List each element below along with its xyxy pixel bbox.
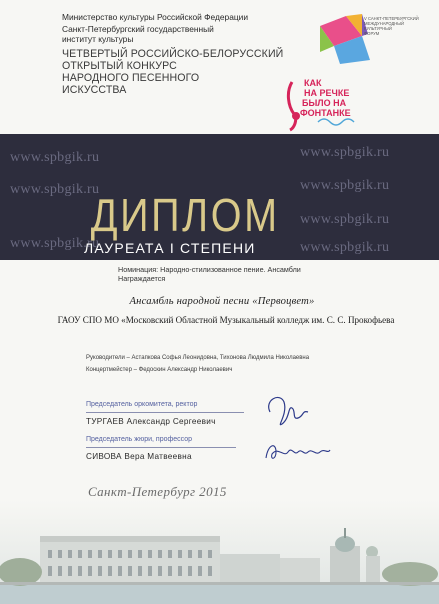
header-text-block <box>62 12 292 96</box>
watermark: www.spbgik.ru <box>300 178 390 193</box>
accompanist-line: Концертмейстер – Федоскин Александр Николаевич <box>86 367 233 373</box>
awarded-label: Награждается <box>118 274 166 283</box>
diploma-subtitle: ЛАУРЕАТА I СТЕПЕНИ <box>84 240 256 256</box>
nomination-line: Номинация: Народно-стилизованное пение. Ансамбли <box>118 265 301 274</box>
contest-logo <box>284 76 364 132</box>
chair-signature-line <box>86 412 244 413</box>
chair-role: Председатель оркомитета, ректор <box>86 401 198 408</box>
jury-signature <box>262 438 332 464</box>
jury-role: Председатель жюри, профессор <box>86 436 192 443</box>
contest-title-line1: ЧЕТВЕРТЫЙ РОССИЙСКО-БЕЛОРУССКИЙ <box>62 48 284 60</box>
watermark: www.spbgik.ru <box>10 182 100 197</box>
institute-name-line2: институт культуры <box>62 34 134 44</box>
contest-logo-line1: КАК <box>304 78 322 88</box>
contest-logo-line3: БЫЛО НА <box>302 98 347 108</box>
contest-title <box>62 48 292 96</box>
college-name: ГАОУ СПО МО «Московский Областной Музыкальный колледж им. С. С. Прокофьева <box>57 315 395 325</box>
contest-title-line2: ОТКРЫТЫЙ КОНКУРС <box>62 60 177 72</box>
leaders-line: Руководители – Астапкова Софья Леонидовна, Тихонова Людмила Николаевна <box>86 355 310 361</box>
palace-illustration <box>0 500 439 604</box>
watermark: www.spbgik.ru <box>10 150 100 165</box>
watermark: www.spbgik.ru <box>300 212 390 227</box>
institute-name-line1: Санкт-Петербургский государственный <box>62 24 214 34</box>
forum-caption-line2: МЕЖДУНАРОДНЫЙ <box>364 21 404 26</box>
forum-caption-line1: V САНКТ-ПЕТЕРБУРГСКИЙ <box>364 16 419 21</box>
city-and-year: Санкт-Петербург 2015 <box>88 484 227 499</box>
ministry-name: Министерство культуры Российской Федерации <box>62 12 249 22</box>
forum-caption-line3: КУЛЬТУРНЫЙ <box>364 26 392 31</box>
contest-title-line4: ИСКУССТВА <box>62 84 127 96</box>
watermark: www.spbgik.ru <box>300 240 390 255</box>
cultural-forum-caption <box>364 16 428 36</box>
watermark: www.spbgik.ru <box>300 145 390 160</box>
ensemble-name: Ансамбль народной песни «Первоцвет» <box>129 296 315 307</box>
watermark: www.spbgik.ru <box>10 236 100 251</box>
contest-logo-line2: НА РЕЧКЕ <box>304 88 350 98</box>
contest-title-line3: НАРОДНОГО ПЕСЕННОГО <box>62 72 200 84</box>
chair-signature <box>262 390 312 434</box>
diploma-title: ДИПЛОМ <box>90 189 280 241</box>
jury-signature-line <box>86 447 236 448</box>
leaders-block <box>86 352 309 376</box>
chair-name: ТУРГАЕВ Александр Сергеевич <box>86 417 216 426</box>
forum-caption-line4: ФОРУМ <box>364 31 380 36</box>
contest-logo-line4: ФОНТАНКЕ <box>300 108 351 118</box>
jury-name: СИВОВА Вера Матвеевна <box>86 452 192 461</box>
nomination-block <box>118 265 301 283</box>
